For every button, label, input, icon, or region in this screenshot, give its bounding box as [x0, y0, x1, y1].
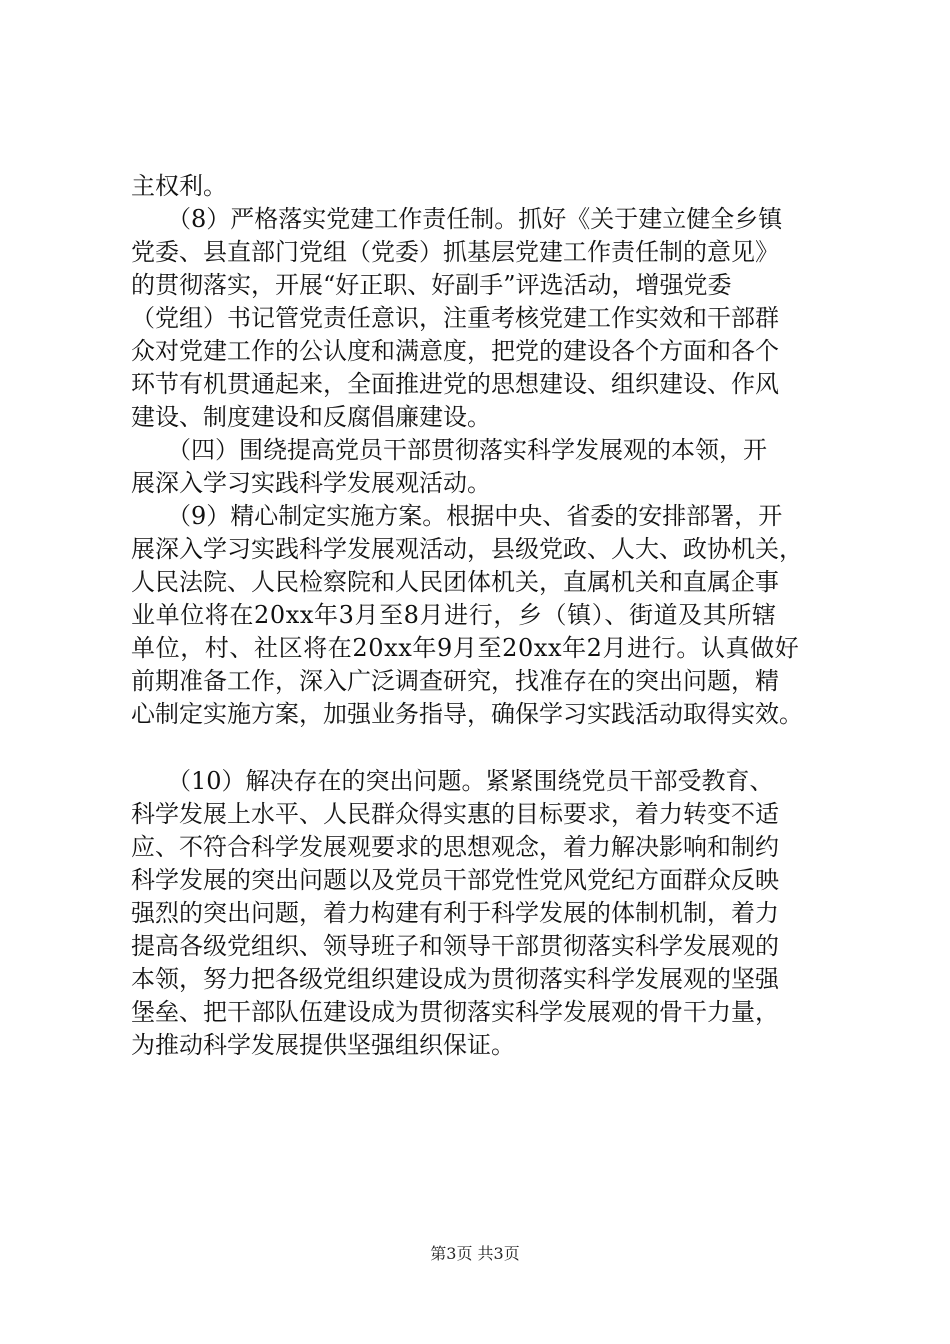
text-line: （9）精心制定实施方案。根据中央、省委的安排部署，开 — [131, 502, 783, 530]
text-line: 党委、县直部门党组（党委）抓基层党建工作责任制的意见》 — [131, 238, 779, 266]
text-line: 展深入学习实践科学发展观活动。 — [131, 469, 491, 497]
text-line: 展深入学习实践科学发展观活动，县级党政、人大、政协机关， — [131, 535, 803, 563]
text-line: 为推动科学发展提供坚强组织保证。 — [131, 1031, 515, 1059]
text-line: （10）解决存在的突出问题。紧紧围绕党员干部受教育、 — [131, 767, 774, 795]
text-line: 众对党建工作的公认度和满意度，把党的建设各个方面和各个 — [131, 337, 779, 365]
text-line: 本领，努力把各级党组织建设成为贯彻落实科学发展观的坚强 — [131, 965, 779, 993]
text-line: 建设、制度建设和反腐倡廉建设。 — [131, 403, 491, 431]
text-line: 主权利。 — [131, 172, 227, 200]
text-line: 业单位将在20xx年3月至8月进行，乡（镇）、街道及其所辖 — [131, 601, 777, 629]
text-line: （8）严格落实党建工作责任制。抓好《关于建立健全乡镇 — [131, 205, 783, 233]
text-line: 科学发展的突出问题以及党员干部党性党风党纪方面群众反映 — [131, 866, 779, 894]
text-line: 强烈的突出问题，着力构建有利于科学发展的体制机制，着力 — [131, 899, 779, 927]
text-line: 的贯彻落实，开展“好正职、好副手”评选活动，增强党委 — [131, 271, 732, 299]
text-line: 单位，村、社区将在20xx年9月至20xx年2月进行。认真做好 — [131, 634, 800, 662]
text-line: （四）围绕提高党员干部贯彻落实科学发展观的本领，开 — [131, 436, 767, 464]
paragraph-gap — [131, 731, 831, 765]
text-line: 前期准备工作，深入广泛调查研究，找准存在的突出问题，精 — [131, 667, 779, 695]
document-body — [131, 170, 831, 1062]
text-line: 环节有机贯通起来，全面推进党的思想建设、组织建设、作风 — [131, 370, 779, 398]
text-line: 科学发展上水平、人民群众得实惠的目标要求，着力转变不适 — [131, 800, 779, 828]
page-number-footer: 第3页 共3页 — [430, 1244, 520, 1263]
text-line: 堡垒、把干部队伍建设成为贯彻落实科学发展观的骨干力量， — [131, 998, 779, 1026]
text-line: 应、不符合科学发展观要求的思想观念，着力解决影响和制约 — [131, 833, 779, 861]
text-line: 提高各级党组织、领导班子和领导干部贯彻落实科学发展观的 — [131, 932, 779, 960]
text-line: （党组）书记管党责任意识，注重考核党建工作实效和干部群 — [131, 304, 779, 332]
text-line: 人民法院、人民检察院和人民团体机关，直属机关和直属企事 — [131, 568, 779, 596]
text-line: 心制定实施方案，加强业务指导，确保学习实践活动取得实效。 — [131, 700, 803, 728]
